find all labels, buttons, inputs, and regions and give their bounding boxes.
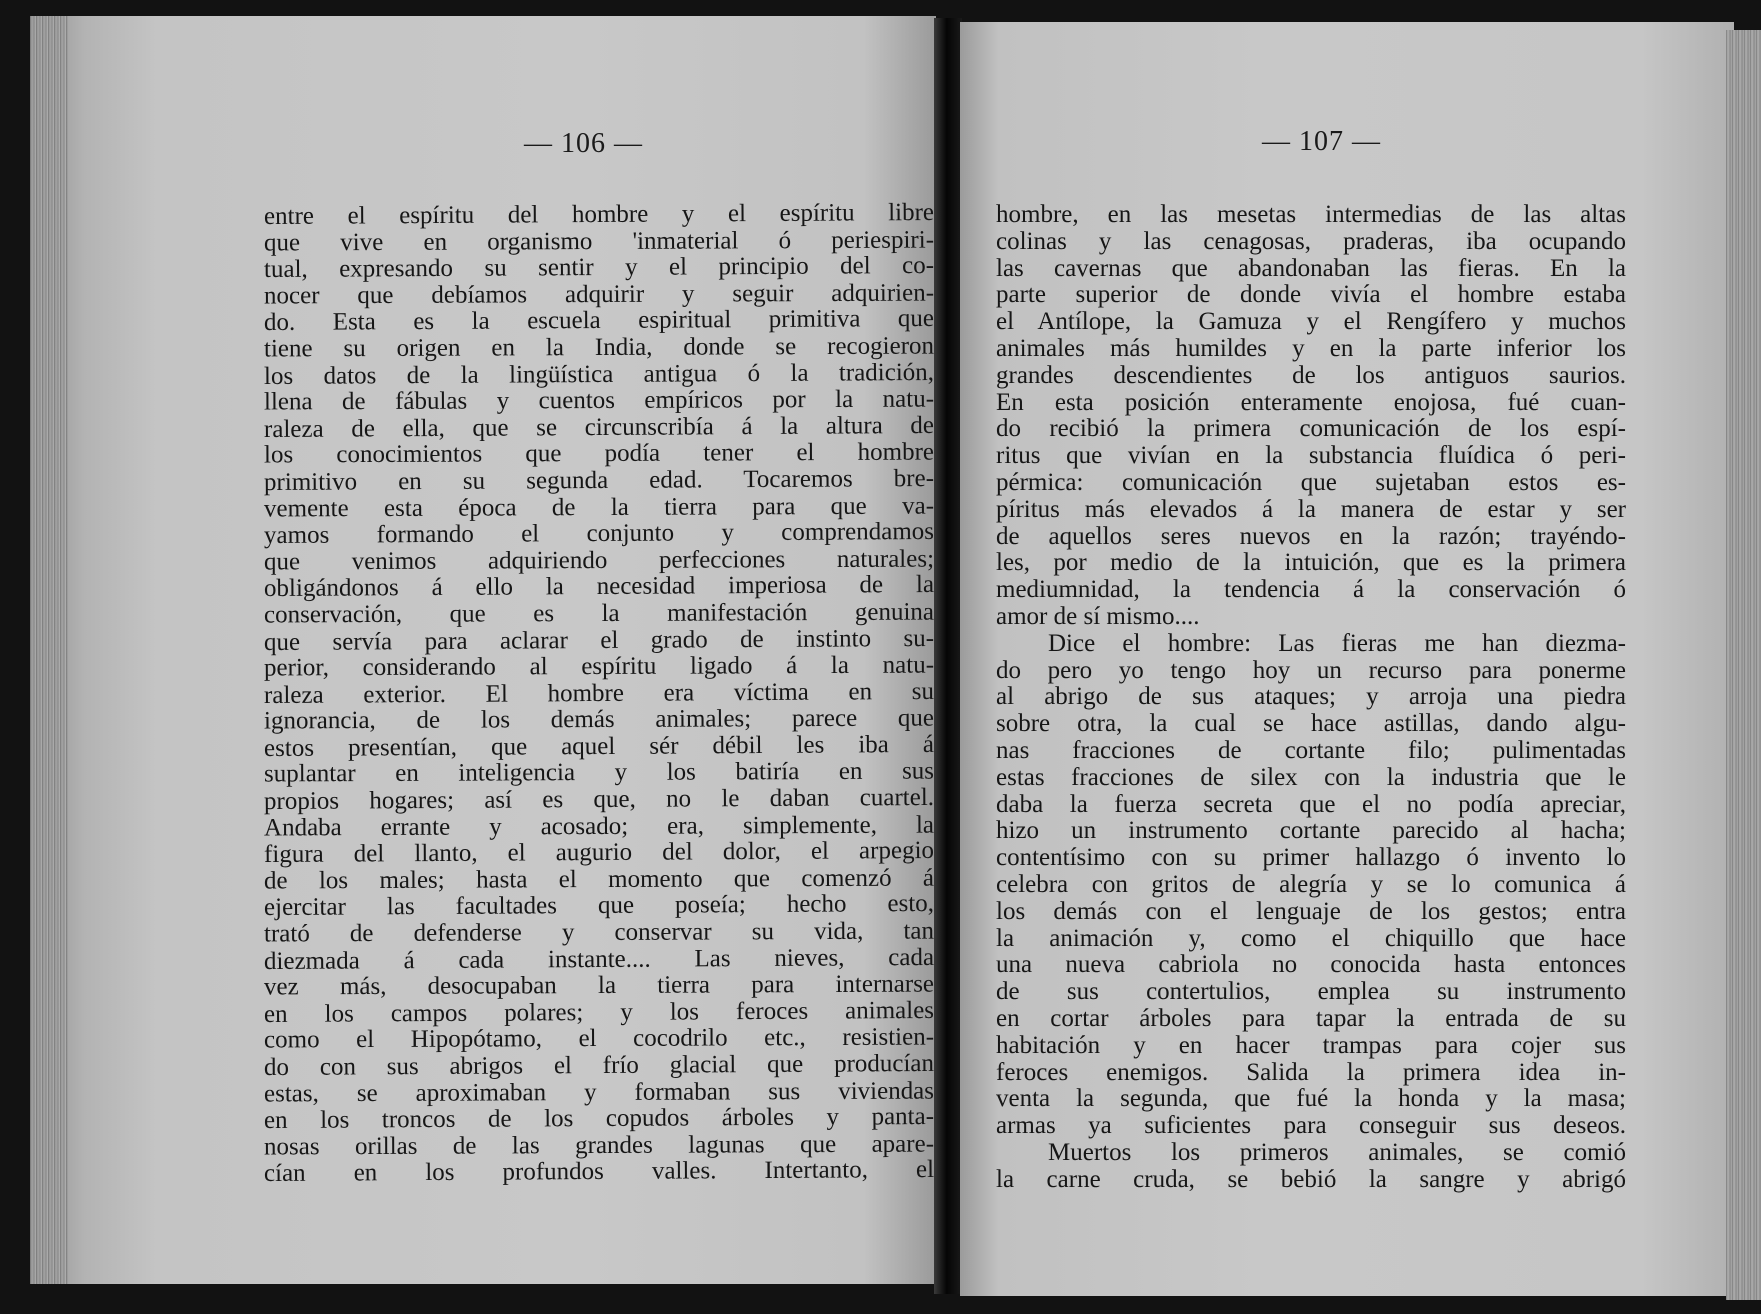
- text-line: al abrigo de sus ataques; y arroja una piedra: [996, 683, 1626, 711]
- text-line: llena de fábulas y cuentos empíricos por la natu-: [263, 385, 935, 416]
- text-line: parte superior de donde vivía el hombre estaba: [996, 281, 1626, 309]
- text-line: mediumnidad, la tendencia á la conservación ó: [996, 576, 1626, 604]
- page-number-left: — 106 —: [524, 128, 643, 159]
- text-line: Muertos los primeros animales, se comió: [1048, 1138, 1626, 1166]
- text-line: los datos de la lingüística antigua ó la tradición,: [263, 358, 935, 390]
- text-line: yamos formando el conjunto y comprendamos: [263, 518, 935, 550]
- text-line: sobre otra, la cual se hace astillas, dando algu-: [996, 710, 1626, 738]
- text-line: daba la fuerza secreta que el no podía apreciar,: [996, 790, 1626, 818]
- right-page: [960, 22, 1734, 1296]
- text-line: nosas orillas de las grandes lagunas que apare-: [263, 1130, 935, 1161]
- right-page-edge: [1726, 30, 1761, 1300]
- text-line: vez más, desocupaban la tierra para internarse: [263, 970, 935, 1001]
- text-line: que venimos adquiriendo perfecciones naturales;: [263, 545, 935, 576]
- text-line: grandes descendientes de los antiguos saurios.: [996, 361, 1626, 389]
- text-line: nas fracciones de cortante filo; pulimentadas: [996, 736, 1626, 764]
- text-line: primitivo en su segunda edad. Tocaremos bre-: [263, 464, 935, 496]
- text-line: estas fracciones de silex con la industria que le: [996, 763, 1626, 791]
- text-line: obligándonos á ello la necesidad imperiosa de la: [263, 571, 935, 603]
- text-line: amor de sí mismo....: [996, 602, 1200, 630]
- text-line: de los males; hasta el momento que comenzó á: [263, 864, 935, 895]
- text-line: que servía para aclarar el grado de instinto su-: [263, 624, 935, 656]
- text-line: entre el espíritu del hombre y el espíritu libre: [263, 198, 935, 231]
- text-line: la animación y, como el chiquillo que hace: [996, 924, 1626, 952]
- text-line: los conocimientos que podía tener el hombre: [263, 438, 935, 469]
- text-line: figura del llanto, el augurio del dolor, el arpegio: [263, 837, 935, 869]
- text-line: Andaba errante y acosado; era, simplemente, la: [263, 811, 935, 842]
- text-line: pérmica: comunicación que sujetaban estos es-: [996, 468, 1626, 496]
- text-line: do recibió la primera comunicación de los espí-: [996, 415, 1626, 443]
- text-line: las cavernas que abandonaban las fieras. En la: [996, 254, 1626, 282]
- text-line: ritus que vivían en la substancia fluídica ó peri-: [996, 442, 1626, 470]
- text-line: colinas y las cenagosas, praderas, iba ocupando: [996, 227, 1626, 255]
- page-number-right: — 107 —: [1262, 126, 1381, 157]
- text-line: habitación y en hacer trampas para cojer sus: [996, 1031, 1626, 1059]
- text-line: contentísimo con su primer hallazgo ó invento lo: [996, 844, 1626, 872]
- text-line: armas ya suficientes para conseguir sus deseos.: [996, 1112, 1626, 1140]
- text-line: que vive en organismo 'inmaterial ó periespiri-: [263, 226, 935, 257]
- text-line: En esta posición enteramente enojosa, fué cuan-: [996, 388, 1626, 416]
- text-line: tual, expresando su sentir y el principio del co-: [263, 252, 935, 284]
- text-line: hizo un instrumento cortante parecido al hacha;: [996, 817, 1626, 845]
- text-line: ignorancia, de los demás animales; parece que: [263, 704, 935, 735]
- text-line: conservación, que es la manifestación genuina: [263, 598, 935, 629]
- text-line: perior, considerando al espíritu ligado á la natu-: [263, 651, 935, 682]
- text-line: raleza exterior. El hombre era víctima en su: [263, 677, 935, 709]
- text-line: en cortar árboles para tapar la entrada de su: [996, 1004, 1626, 1032]
- text-line: los demás con el lenguaje de los gestos; entra: [996, 897, 1626, 925]
- text-line: celebra con gritos de alegría y se lo comunica á: [996, 870, 1626, 898]
- text-line: feroces enemigos. Salida la primera idea in-: [996, 1058, 1626, 1086]
- text-line: do. Esta es la escuela espiritual primitiva que: [263, 305, 935, 337]
- text-line: suplantar en inteligencia y los batiría en sus: [263, 758, 935, 788]
- right-page-text: [996, 202, 1626, 1193]
- text-line: la carne cruda, se bebió la sangre y abrigó: [996, 1165, 1626, 1193]
- book-gutter: [934, 18, 962, 1294]
- text-line: estas, se aproximaban y formaban sus viviendas: [263, 1077, 935, 1108]
- text-line: do pero yo tengo hoy un recurso para ponerme: [996, 656, 1626, 684]
- text-line: raleza de ella, que se circunscribía á la altura de: [263, 411, 935, 443]
- text-line: diezmada á cada instante.... Las nieves, cada: [263, 943, 935, 975]
- text-line: en los troncos de los copudos árboles y panta-: [263, 1103, 935, 1135]
- text-line: el Antílope, la Gamuza y el Rengífero y muchos: [996, 308, 1626, 336]
- text-line: de sus contertulios, emplea su instrumento: [996, 978, 1626, 1006]
- text-line: do con sus abrigos el frío glacial que producían: [263, 1049, 935, 1082]
- text-line: Dice el hombre: Las fieras me han diezma-: [1048, 629, 1626, 657]
- text-line: una nueva cabriola no conocida hasta entonces: [996, 951, 1626, 979]
- left-page: [30, 16, 936, 1284]
- text-line: animales más humildes y en la parte inferior los: [996, 334, 1626, 362]
- text-line: como el Hipopótamo, el cocodrilo etc., resistien-: [263, 1023, 935, 1054]
- text-line: píritus más elevados á la manera de estar y ser: [996, 495, 1626, 523]
- text-line: propios hogares; así es que, no le daban cuartel.: [263, 784, 935, 816]
- left-page-text: [263, 198, 935, 1188]
- text-line: nocer que debíamos adquirir y seguir adquirien-: [263, 279, 935, 310]
- text-line: estos presentían, que aquel sér débil les iba á: [263, 730, 935, 762]
- text-line: les, por medio de la intuición, que es la primera: [996, 549, 1626, 577]
- text-line: de aquellos seres nuevos en la razón; trayéndo-: [996, 522, 1626, 550]
- text-line: vemente esta época de la tierra para que va-: [263, 492, 935, 522]
- text-line: hombre, en las mesetas intermedias de las altas: [996, 201, 1626, 228]
- text-line: venta la segunda, que fué la honda y la masa;: [996, 1085, 1626, 1113]
- text-line: trató de defenderse y conservar su vida, tan: [263, 917, 935, 948]
- text-line: cían en los profundos valles. Intertanto, el: [263, 1156, 935, 1188]
- text-line: tiene su origen en la India, donde se recogieron: [263, 332, 935, 363]
- text-line: ejercitar las facultades que poseía; hecho esto,: [263, 890, 935, 922]
- text-line: en los campos polares; y los feroces animales: [263, 996, 935, 1028]
